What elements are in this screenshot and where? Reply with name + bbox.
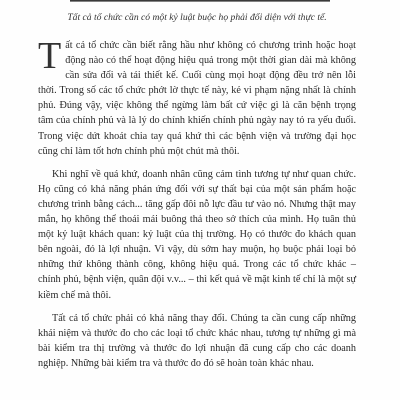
drop-cap: T [38, 35, 62, 77]
section-subtitle: Tất cả tổ chức cần có một kỷ luật buộc họ phải đối diện với thực tế. [67, 12, 327, 23]
paragraph-1-text: ất cả tổ chức cần biết rằng hầu như không có chương trình hoặc hoạt động nào có thể hoạt động hiệu quả trong một thời gian dài mà không cần sửa đổi và tái thiết kế. Cuối cùng mọi hoạt động đều trở nên lỗi thời. Trong số các tổ chức phớt lờ thực tế này, kẻ vi phạm nặng nhất là chính phủ. Đúng vậy, việc không thể ngừng làm bất cứ việc gì là căn bệnh trọng tâm của chính phủ và là lý do chính khiến chính phủ ngày nay tỏ ra yếu đuối. Trong việc dứt khoát chia tay quá khứ thì các bệnh viện và trường đại học cũng chỉ làm tốt hơn chính phủ một chút mà thôi. [38, 40, 356, 157]
paragraph-1 [38, 35, 356, 159]
paragraph-2: Khi nghĩ về quá khứ, doanh nhân cũng cảm tình tương tự như quan chức. Họ cũng có khả năng phản ứng đối với sự thất bại của một sản phẩm hoặc chương trình bằng cách... tăng gấp đôi nỗ lực đầu tư vào nó. Nhưng thật may mắn, họ không thể thoái mái buông thả theo sở thích của mình. Họ tuân thủ một kỷ luật khách quan: kỷ luật của thị trường. Họ có thước đo khách quan bên ngoài, đó là lợi nhuận. Vì vậy, dù sớm hay muộn, họ buộc phải loại bỏ những thứ không thành công, không hiệu quả. Trong các tổ chức khác – chính phủ, bệnh viện, quân đội v.v... – thì kết quả về mặt kinh tế chỉ là một sự kiềm chế mà thôi. [38, 168, 356, 301]
paragraph-3: Tất cả tổ chức phải có khả năng thay đổi. Chúng ta cần cung cấp những khái niệm và thước đo cho các loại tổ chức khác nhau, tương tự những gì mà bài kiểm tra thị trường và thước đo lợi nhuận đã cung cấp cho các doanh nghiệp. Những bài kiểm tra và thước đo đó sẽ hoàn toàn khác nhau. [38, 312, 356, 369]
